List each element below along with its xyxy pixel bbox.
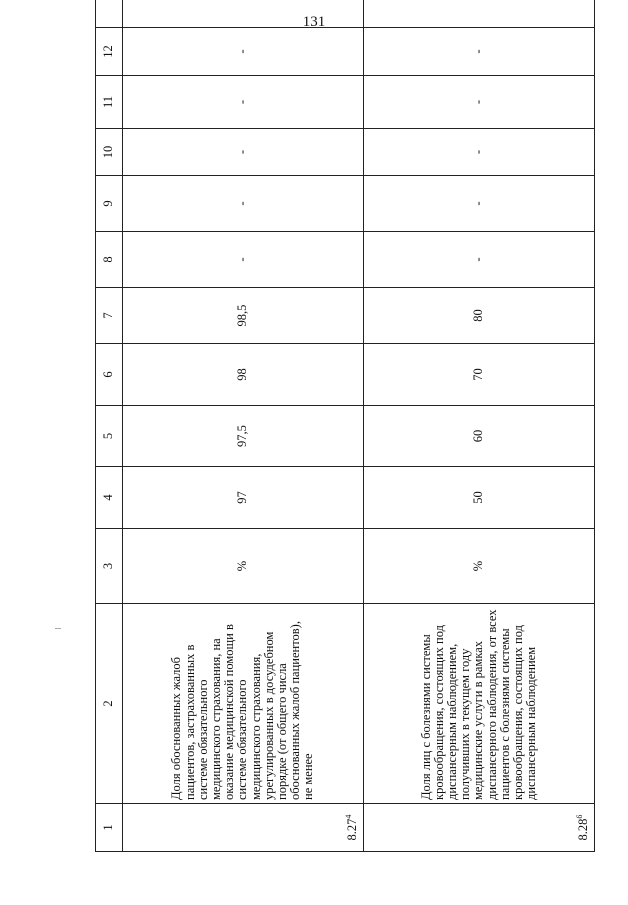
row-value: -: [364, 28, 595, 76]
row-number: [364, 804, 595, 852]
row-value: 97,5: [123, 406, 364, 467]
row-value: -: [123, 28, 364, 76]
row-value: [123, 0, 364, 28]
column-number: 1: [96, 804, 123, 852]
column-number: 10: [96, 129, 123, 176]
row-value: -: [123, 76, 364, 129]
page-number: 131: [302, 14, 326, 30]
column-number: 11: [96, 76, 123, 129]
row-value: -: [364, 232, 595, 288]
column-number: 5: [96, 406, 123, 467]
column-number: 12: [96, 28, 123, 76]
row-value: 60: [364, 406, 595, 467]
row-value: [364, 0, 595, 28]
indicator-table: [95, 0, 595, 852]
column-number: 3: [96, 529, 123, 604]
row-description: Доля обоснованных жалоб пациентов, застрахованных в системе обязательного медицинского страхования, на оказание медицинской помощи в системе обязательного медицинского страхования, урегулированных в досудебном порядке (от общего числа обоснованных жалоб пациентов), не менее: [123, 604, 364, 804]
column-number: 2: [96, 604, 123, 804]
row-number-text: 8.27: [344, 818, 359, 841]
row-value: -: [123, 232, 364, 288]
row-value: -: [123, 176, 364, 232]
row-number-footnote: 6: [574, 814, 584, 819]
column-number: 8: [96, 232, 123, 288]
margin-mark: [55, 628, 61, 629]
row-value: -: [364, 176, 595, 232]
row-unit: %: [364, 529, 595, 604]
column-number-row: [96, 0, 123, 852]
row-value: 70: [364, 344, 595, 406]
row-unit: %: [123, 529, 364, 604]
row-number: [123, 804, 364, 852]
row-number-text: 8.28: [575, 818, 590, 841]
table-row: [364, 0, 595, 852]
row-number-footnote: 4: [343, 814, 353, 819]
row-value: -: [123, 129, 364, 176]
row-value: 50: [364, 467, 595, 529]
indicator-table-rotated: [95, 45, 590, 852]
column-number: [96, 0, 123, 28]
row-value: 80: [364, 288, 595, 344]
column-number: 7: [96, 288, 123, 344]
row-value: 97: [123, 467, 364, 529]
column-number: 6: [96, 344, 123, 406]
table-row: [123, 0, 364, 852]
column-number: 9: [96, 176, 123, 232]
row-value: -: [364, 129, 595, 176]
column-number: 4: [96, 467, 123, 529]
row-description: Доля лиц с болезнями системы кровообращения, состоящих под диспансерным наблюдением, получивших в текущем году медицинские услуги в рамках диспансерного наблюдения, от всех пациентов с болезнями системы кровообращения, состоящих под диспансерным наблюдением: [364, 604, 595, 804]
row-value: 98,5: [123, 288, 364, 344]
row-value: 98: [123, 344, 364, 406]
row-value: -: [364, 76, 595, 129]
